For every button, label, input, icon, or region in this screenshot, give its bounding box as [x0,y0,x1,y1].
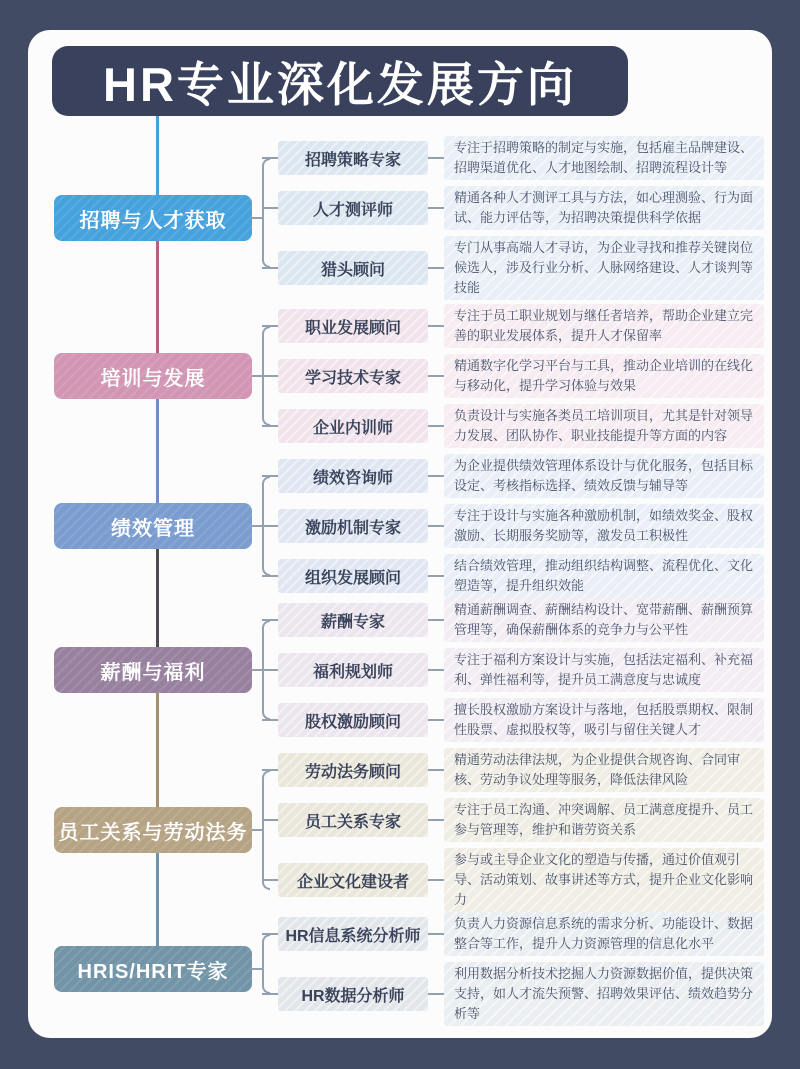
connector-dash [428,719,444,721]
connector-stub [252,217,262,219]
role-box [278,251,428,285]
role-label: 绩效咨询师 [312,469,393,487]
role-description: 专注于员工职业规划与继任者培养，帮助企业建立完善的职业发展体系，提升人才保留率 [444,304,764,348]
category-box-performance [54,503,252,549]
role-box [278,359,428,393]
connector-dash [428,525,444,527]
role-label: 激励机制专家 [304,519,401,537]
role-description: 精通数字化学习平台与工具，推动企业培训的在线化与移动化，提升学习体验与效果 [444,354,764,398]
role-label: 福利规划师 [312,663,393,681]
role-box [278,653,428,687]
connector-dash [262,425,278,427]
role-label: 企业文化建设者 [296,873,409,891]
role-label: 企业内训师 [312,419,393,437]
connector-dash [262,525,278,527]
connector-dash [428,575,444,577]
role-description: 精通劳动法律法规，为企业提供合规咨询、合同审核、劳动争议处理等服务，降低法律风险 [444,748,764,792]
role-description: 负责人力资源信息系统的需求分析、功能设计、数据整合等工作，提升人力资源管理的信息化水平 [444,912,764,956]
connector-stub [252,968,262,970]
connector-dash [262,769,278,771]
role-description: 利用数据分析技术挖掘人力资源数据价值，提供决策支持，如人才流失预警、招聘效果评估、绩效趋势分析等 [444,962,764,1026]
connector-dash [262,207,278,209]
category-label: HRIS/HRIT专家 [77,960,229,983]
role-description: 精通薪酬调查、薪酬结构设计、宽带薪酬、薪酬预算管理等，确保薪酬体系的竞争力与公平性 [444,598,764,642]
category-box-training [54,353,252,399]
role-item [270,912,764,956]
connector-dash [428,993,444,995]
role-box [278,141,428,175]
role-item [270,648,764,692]
category-label: 绩效管理 [111,517,195,540]
role-description: 负责设计与实施各类员工培训项目，尤其是针对领导力发展、团队协作、职业技能提升等方面的内容 [444,404,764,448]
connector-dash [428,819,444,821]
bracket [262,770,270,890]
group-training [54,304,764,448]
role-item [270,554,764,598]
category-box-compensation [54,647,252,693]
connector-dash [262,267,278,269]
connector-dash [428,475,444,477]
role-description: 为企业提供绩效管理体系设计与优化服务，包括目标设定、考核指标选择、绩效反馈与辅导等 [444,454,764,498]
role-item [270,186,764,230]
role-box [278,191,428,225]
bracket [262,158,270,268]
role-label: 劳动法务顾问 [304,763,401,781]
group-compensation [54,598,764,742]
category-box-employee-relations [54,807,252,853]
role-description: 专门从事高端人才寻访，为企业寻找和推荐关键岗位候选人，涉及行业分析、人脉网络建设、人才谈判等技能 [444,236,764,300]
role-label: 股权激励顾问 [304,713,401,731]
role-item [270,236,764,300]
connector-dash [428,933,444,935]
role-label: HR信息系统分析师 [285,927,421,945]
role-label: 学习技术专家 [304,369,401,387]
role-box [278,977,428,1011]
role-item [270,748,764,792]
category-box-recruiting [54,195,252,241]
connector-dash [262,719,278,721]
category-label: 员工关系与劳动法务 [58,821,248,844]
connector-stub [252,525,262,527]
connector-dash [428,669,444,671]
page-title [52,46,628,116]
role-box [278,409,428,443]
role-label: 员工关系专家 [304,813,401,831]
group-hris [54,912,764,1026]
role-item [270,404,764,448]
role-label: HR数据分析师 [301,987,405,1005]
connector-dash [428,769,444,771]
role-item [270,504,764,548]
connector-dash [428,375,444,377]
role-box [278,917,428,951]
role-item [270,698,764,742]
bracket [262,934,270,994]
role-box [278,753,428,787]
role-item [270,454,764,498]
connector-dash [428,325,444,327]
role-description: 专注于员工沟通、冲突调解、员工满意度提升、员工参与管理等，维护和谐劳资关系 [444,798,764,842]
connector-dash [428,619,444,621]
connector-dash [262,157,278,159]
connector-dash [428,425,444,427]
connector-dash [262,819,278,821]
connector-stub [252,375,262,377]
connector-stub [252,829,262,831]
category-label: 招聘与人才获取 [79,209,227,232]
connector-dash [262,325,278,327]
role-description: 参与或主导企业文化的塑造与传播，通过价值观引导、活动策划、故事讲述等方式，提升企业文化影响力 [444,848,764,912]
role-item [270,304,764,348]
role-label: 组织发展顾问 [304,569,401,587]
group-employee-relations [54,748,764,912]
role-box [278,309,428,343]
role-label: 猎头顾问 [320,261,385,279]
role-box [278,863,428,897]
role-box [278,559,428,593]
connector-dash [428,157,444,159]
role-description: 专注于福利方案设计与实施，包括法定福利、补充福利、弹性福利等，提升员工满意度与忠诚度 [444,648,764,692]
role-item [270,848,764,912]
connector-dash [262,475,278,477]
connector-dash [262,575,278,577]
role-box [278,703,428,737]
role-label: 薪酬专家 [320,613,385,631]
role-box [278,509,428,543]
connector-stub [252,669,262,671]
role-label: 招聘策略专家 [304,151,401,169]
role-description: 专注于招聘策略的制定与实施，包括雇主品牌建设、招聘渠道优化、人才地图绘制、招聘流程设计等 [444,136,764,180]
connector-dash [262,619,278,621]
role-label: 人才测评师 [312,201,393,219]
role-item [270,136,764,180]
connector-dash [428,207,444,209]
role-item [270,798,764,842]
group-performance [54,454,764,598]
role-description: 擅长股权激励方案设计与落地，包括股票期权、限制性股票、虚拟股权等，吸引与留住关键人才 [444,698,764,742]
connector-dash [262,879,278,881]
role-description: 结合绩效管理，推动组织结构调整、流程优化、文化塑造等，提升组织效能 [444,554,764,598]
role-description: 精通各种人才测评工具与方法，如心理测验、行为面试、能力评估等，为招聘决策提供科学依据 [444,186,764,230]
role-description: 专注于设计与实施各种激励机制，如绩效奖金、股权激励、长期服务奖励等，激发员工积极性 [444,504,764,548]
connector-dash [262,669,278,671]
category-label: 薪酬与福利 [100,661,206,684]
group-recruiting [54,136,764,300]
role-box [278,603,428,637]
role-item [270,598,764,642]
category-box-hris [54,946,252,992]
role-box [278,459,428,493]
role-item [270,962,764,1026]
role-item [270,354,764,398]
connector-dash [428,267,444,269]
infographic-panel [28,30,772,1038]
connector-dash [262,375,278,377]
page-title-text: HR专业深化发展方向 [103,57,577,111]
role-box [278,803,428,837]
connector-dash [428,879,444,881]
role-label: 职业发展顾问 [304,319,401,337]
category-label: 培训与发展 [100,367,206,390]
connector-dash [262,933,278,935]
connector-dash [262,993,278,995]
